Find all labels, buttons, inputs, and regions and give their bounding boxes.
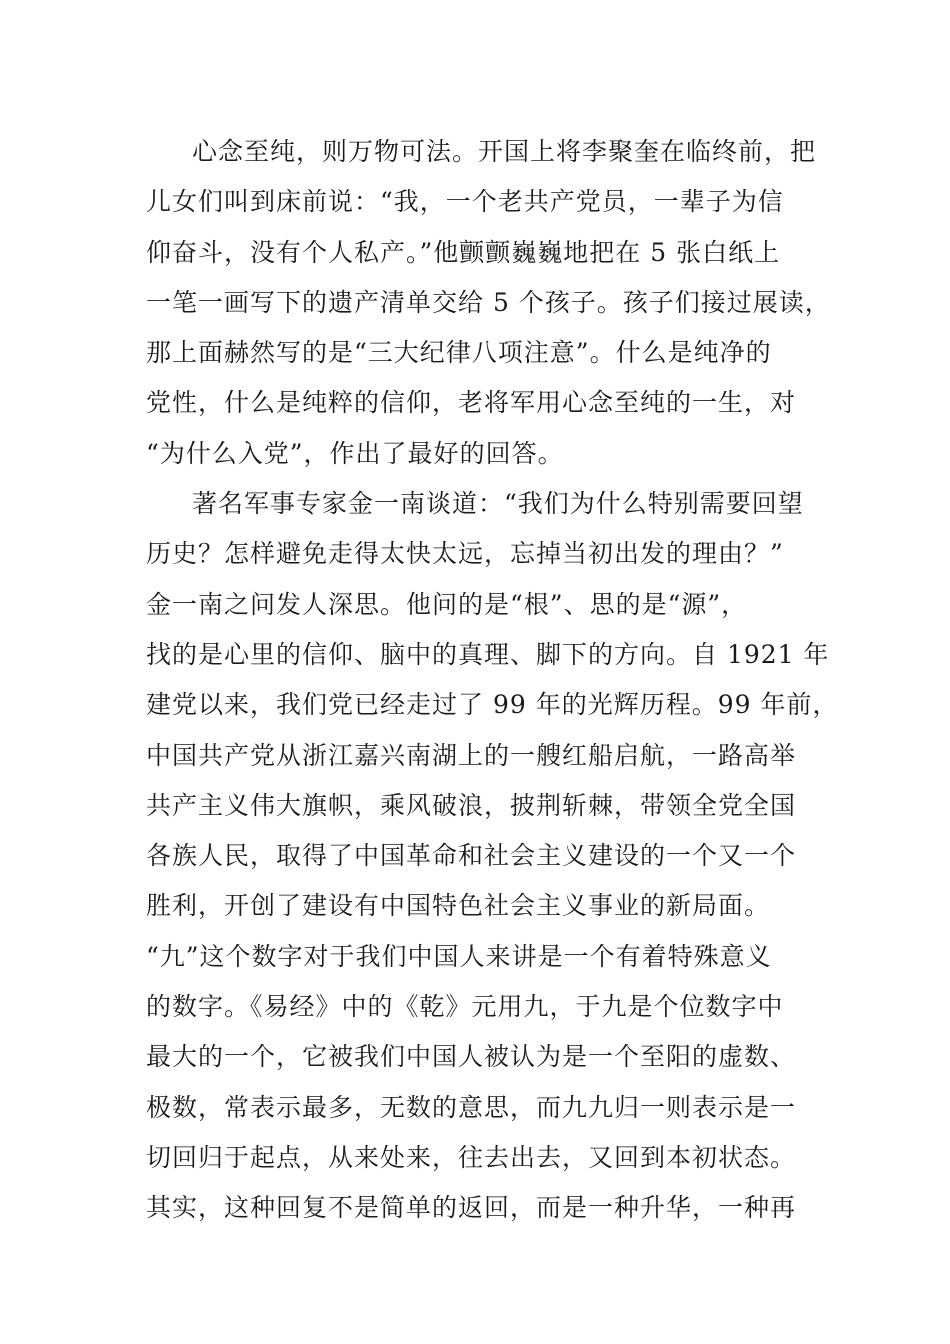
text-line: 最大的一个，它被我们中国人被认为是一个至阳的虚数、 (146, 1042, 797, 1072)
text-line: 党性，什么是纯粹的信仰，老将军用心念至纯的一生，对 (146, 388, 797, 418)
text-line (146, 1234, 826, 1284)
text-line: 中国共产党从浙江嘉兴南湖上的一艘红船启航，一路高举 (146, 740, 797, 770)
text-line: 其实，这种回复不是简单的返回，而是一种升华，一种再 (146, 1193, 797, 1223)
paragraph-2 (146, 479, 839, 1284)
text-line: 历史？怎样避免走得太快太远，忘掉当初出发的理由？” (146, 539, 784, 569)
text-line: 心念至纯，则万物可法。开国上将李聚奎在临终前，把 (192, 137, 817, 166)
text-line: 极数，常表示最多，无数的意思，而九九归一则表示是一 (146, 1092, 797, 1122)
text-line: “为什么入党”，作出了最好的回答。 (146, 438, 564, 468)
text-line: “九”这个数字对于我们中国人来讲是一个有着特殊意义 (146, 941, 772, 971)
text-line: 共产主义伟大旗帜，乘风破浪，披荆斩棘，带领全党全国 (146, 790, 797, 820)
text-line: 儿女们叫到床前说：“我，一个老共产党员，一辈子为信 (146, 187, 784, 217)
body-text (146, 127, 839, 1284)
text-line: 切回归于起点，从来处来，往去出去，又回到本初状态。 (146, 1142, 797, 1172)
text-line: 著名军事专家金一南谈道：“我们为什么特别需要回望 (192, 489, 804, 519)
text-line: 一笔一画写下的遗产清单交给 5 个孩子。孩子们接过展读， (146, 287, 831, 317)
paragraph-1 (146, 127, 831, 479)
text-line: 胜利，开创了建设有中国特色社会主义事业的新局面。 (146, 891, 771, 921)
text-line: 仰奋斗，没有个人私产。”他颤颤巍巍地把在 5 张白纸上 (146, 237, 781, 267)
text-line: 建党以来，我们党已经走过了 99 年的光辉历程。99 年前， (146, 690, 839, 720)
text-line: 那上面赫然写的是“三大纪律八项注意”。什么是纯净的 (146, 338, 772, 368)
text-line: 的数字。《易经》中的《乾》元用九，于九是个位数字中 (146, 992, 784, 1022)
text-line: 金一南之问发人深思。他问的是“根”、思的是“源”， (146, 589, 748, 619)
text-line: 各族人民，取得了中国革命和社会主义建设的一个又一个 (146, 841, 797, 871)
text-line: 找的是心里的信仰、脑中的真理、脚下的方向。自 1921 年 (146, 639, 830, 669)
